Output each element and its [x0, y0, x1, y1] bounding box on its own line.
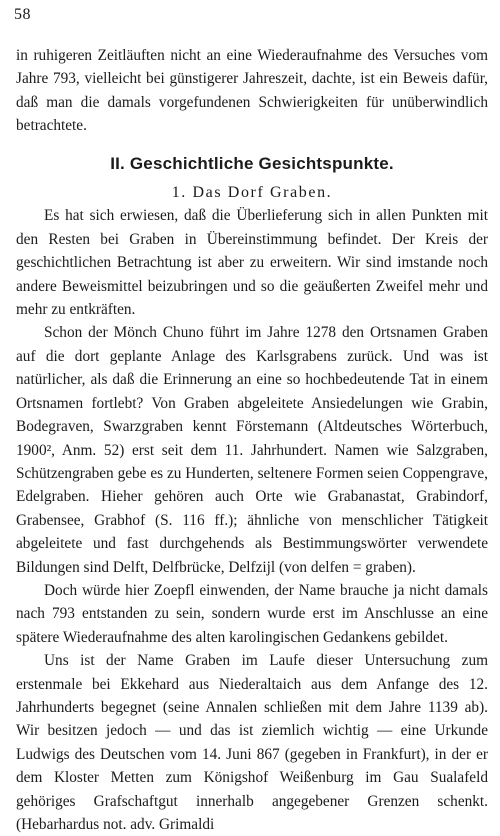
paragraph: Es hat sich erwiesen, daß die Überlieferung sich in allen Punkten mit den Resten bei Graben in Übereinstimmung befindet. Der Kreis der geschichtlichen Betrachtung ist aber zu erweitern. Wir sind imstande noch andere Beweismittel beizubringen und so die geäußerten Zweifel mehr und mehr zu entkräften.: [16, 207, 488, 319]
section-heading: II. Geschichtliche Gesichtspunkte.: [110, 153, 394, 173]
paragraph: Doch würde hier Zoepfl einwenden, der Name brauche ja nicht damals nach 793 entstanden zu sein, sondern wurde erst im Anschlusse an eine spätere Wiederaufnahme des alten karolingischen Gedankens gebildet.: [16, 581, 488, 646]
paragraph: in ruhigeren Zeitläuften nicht an eine Wiederaufnahme des Versuches vom Jahre 793, vielleicht bei günstigerer Jahreszeit, dachte, ist ein Beweis dafür, daß man die damals vorgefundenen Schwierigkeiten für unüberwindlich betrachtete.: [16, 47, 488, 135]
paragraph: Uns ist der Name Graben im Laufe dieser Untersuchung zum erstenmale bei Ekkehard aus Niederaltaich aus dem Anfange des 12. Jahrhunderts begegnet (seine Annalen schließen mit dem Jahre 1139 ab). Wir besitzen jedoch — und das ist ziemlich wichtig — eine Urkunde Ludwigs des Deutschen vom 14. Juni 867 (gegeben in Frankfurt), in der er dem Kloster Metten zum Königshof Weißenburg im Gau Sualafeld gehöriges Grafschaftgut innerhalb angegebener Grenzen schenkt. (Hebarhardus not. adv. Grimaldi: [16, 652, 488, 833]
page-body: [16, 44, 488, 836]
subsection-heading: 1. Das Dorf Graben.: [171, 184, 333, 202]
page-number: 58: [14, 6, 31, 23]
paragraph: Schon der Mönch Chuno führt im Jahre 1278 den Ortsnamen Graben auf die dort geplante Anlage des Karlsgrabens zurück. Und was ist natürlicher, als daß die Erinnerung an eine so hochbedeutende Tat in einem Ortsnamen fortlebt? Von Graben abgeleitete Ansiedelungen wie Grabin, Bodegraven, Swarzgraben kennt Förstemann (Altdeutsches Wörterbuch, 1900², Anm. 52) erst seit dem 11. Jahrhundert. Namen wie Salzgraben, Schützengraben gebe es zu Hunderten, seltenere Formen seien Coppengrave, Edelgraben. Hieher gehören auch Orte wie Grabanastat, Grabindorf, Grabensee, Grabhof (S. 116 ff.); ähnliche von menschlicher Tätigkeit abgeleitete und fast durchgehends als Bestimmungswörter verwendete Bildungen sind Delft, Delfbrücke, Delfzijl (von delfen = graben).: [16, 324, 488, 576]
